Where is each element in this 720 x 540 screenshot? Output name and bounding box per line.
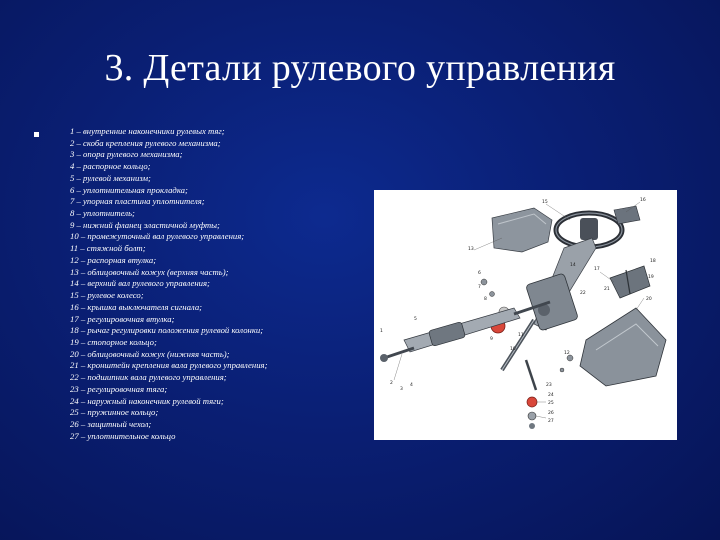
steering-wheel-illustration: [556, 206, 640, 247]
list-item: 23 – регулировочная тяга;: [70, 383, 168, 394]
list-item: 8 – уплотнитель;: [70, 208, 135, 219]
callout-10: 10: [510, 347, 516, 352]
callout-1: 1: [380, 329, 383, 334]
callout-4: 4: [410, 383, 413, 388]
steering-parts-diagram: [374, 190, 677, 440]
tie-rod-end-illustration: [526, 360, 537, 429]
callout-18: 18: [650, 259, 656, 264]
callout-17: 17: [594, 267, 600, 272]
parts-list: [70, 126, 380, 442]
callout-14: 14: [570, 263, 576, 268]
callout-8: 8: [484, 297, 487, 302]
list-item: 26 – защитный чехол;: [70, 418, 152, 429]
callout-9: 9: [490, 337, 493, 342]
list-item: 20 – облицовочный кожух (нижняя часть);: [70, 348, 230, 359]
callout-3: 3: [400, 387, 403, 392]
list-item: 24 – наружный наконечник рулевой тяги;: [70, 395, 224, 406]
list-item: 9 – нижний фланец эластичной муфты;: [70, 219, 220, 230]
list-item: 1 – внутренние наконечники рулевых тяг;: [70, 126, 225, 136]
list-item: 14 – верхний вал рулевого управления;: [70, 278, 210, 289]
list-item: 5 – рулевой механизм;: [70, 172, 151, 183]
bullet-square: [34, 132, 39, 137]
callout-15: 15: [542, 200, 548, 205]
callout-25: 25: [548, 401, 554, 406]
callout-24: 24: [548, 393, 554, 398]
list-item: 11 – стяжной болт;: [70, 243, 146, 254]
callout-21: 21: [604, 287, 610, 292]
callout-13: 13: [468, 247, 474, 252]
lower-shroud-illustration: [580, 308, 666, 386]
list-item: 12 – распорная втулка;: [70, 254, 157, 265]
callout-27: 27: [548, 419, 554, 424]
list-item: 18 – рычаг регулировки положения рулевой колонки;: [70, 325, 264, 336]
list-item: 22 – подшипник вала рулевого управления;: [70, 372, 227, 383]
list-item: 16 – крышка выключателя сигнала;: [70, 301, 203, 312]
list-item: 21 – кронштейн крепления вала рулевого управления;: [70, 360, 268, 371]
list-item: 7 – упорная пластина уплотнителя;: [70, 196, 205, 207]
list-item: 19 – стопорное кольцо;: [70, 336, 157, 347]
callout-23: 23: [546, 383, 552, 388]
list-item: 10 – промежуточный вал рулевого управления;: [70, 231, 245, 242]
callout-26: 26: [548, 411, 554, 416]
callout-2: 2: [390, 381, 393, 386]
callout-19: 19: [648, 275, 654, 280]
callout-7: 7: [478, 285, 481, 290]
callout-6: 6: [478, 271, 481, 276]
upper-shroud-illustration: [492, 208, 552, 252]
list-item: 4 – распорное кольцо;: [70, 161, 151, 172]
slide-title: 3. Детали рулевого управления: [104, 47, 616, 89]
exploded-view-drawing: [374, 190, 677, 440]
callout-11: 11: [518, 333, 524, 338]
list-item: 13 – облицовочный кожух (верхняя часть);: [70, 266, 229, 277]
list-item: 25 – пружинное кольцо;: [70, 407, 159, 418]
list-item: 6 – уплотнительная прокладка;: [70, 184, 188, 195]
list-item: 15 – рулевое колесо;: [70, 290, 144, 301]
list-item: 3 – опора рулевого механизма;: [70, 149, 183, 160]
list-item: 27 – уплотнительное кольцо: [70, 430, 176, 441]
callout-22: 22: [580, 291, 586, 296]
callout-16: 16: [640, 198, 646, 203]
callout-5: 5: [414, 317, 417, 322]
callout-20: 20: [646, 297, 652, 302]
callout-12: 12: [564, 351, 570, 356]
list-item: 17 – регулировочная втулка;: [70, 313, 175, 324]
list-item: 2 – скоба крепления рулевого механизма;: [70, 137, 221, 148]
